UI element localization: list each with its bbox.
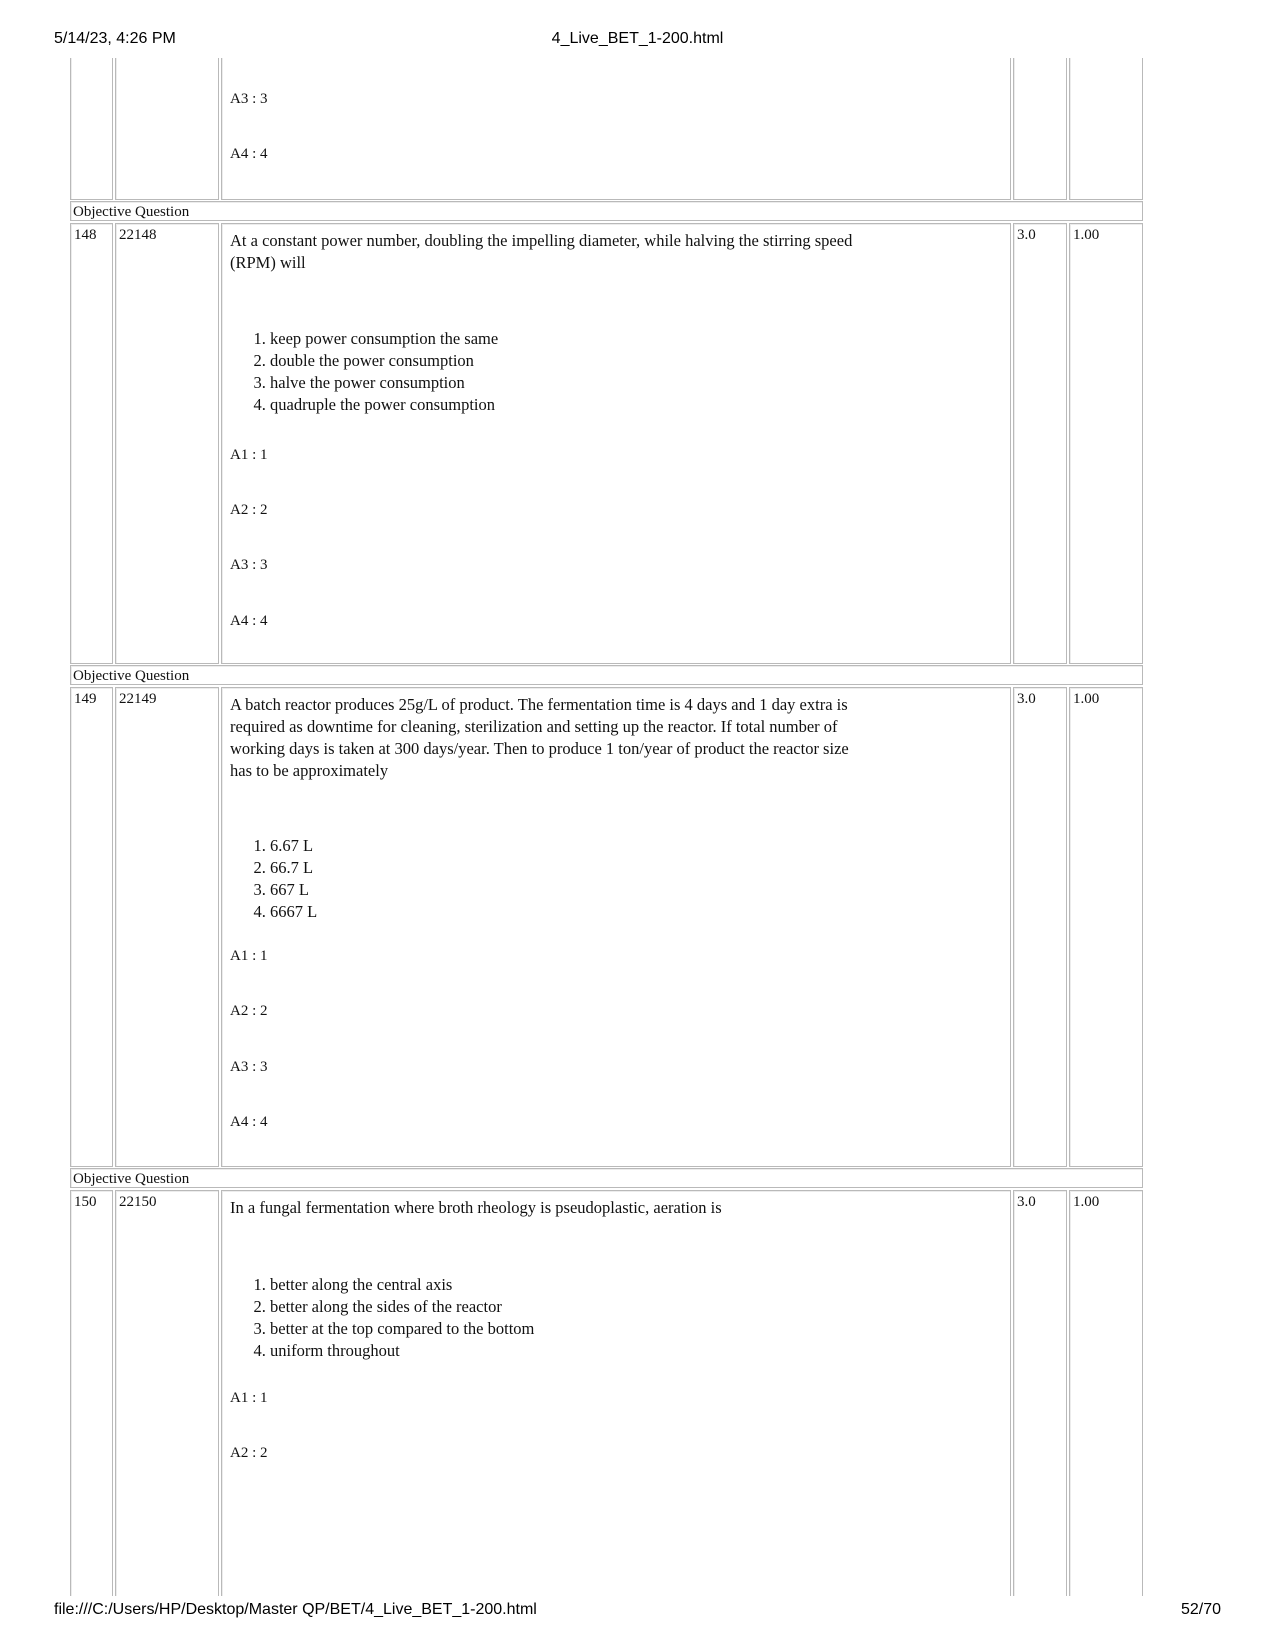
- question-number: 148: [70, 223, 113, 664]
- prev-id-cell: [115, 58, 219, 200]
- marks-value: 3.0: [1013, 1190, 1067, 1596]
- marks-value: 3.0: [1013, 223, 1067, 664]
- prev-marks-cell: [1013, 58, 1067, 200]
- question-number: 149: [70, 687, 113, 1167]
- prev-negative-cell: [1069, 58, 1143, 200]
- question-number: 150: [70, 1190, 113, 1596]
- question-table: [70, 58, 1205, 1596]
- question-text: In a fungal fermentation where broth rheology is pseudoplastic, aeration is: [230, 1198, 722, 1217]
- options-list: [230, 328, 498, 416]
- answer-label: A3 : 3: [230, 91, 268, 107]
- option-item: 3. halve the power consumption: [270, 372, 498, 394]
- page-number: 52/70: [1180, 1601, 1221, 1618]
- print-datetime: 5/14/23, 4:26 PM: [54, 30, 176, 47]
- option-item: 1. keep power consumption the same: [270, 328, 498, 350]
- answer-label: A2 : 2: [230, 1445, 268, 1461]
- option-item: 1. 6.67 L: [270, 835, 317, 857]
- print-header: [0, 30, 1275, 52]
- option-item: 3. better at the top compared to the bottom: [270, 1318, 534, 1340]
- question-body: [221, 223, 1011, 664]
- option-item: 2. 66.7 L: [270, 857, 317, 879]
- question-id: 22149: [115, 687, 219, 1167]
- answer-label: A1 : 1: [230, 1390, 268, 1406]
- option-item: 2. better along the sides of the reactor: [270, 1296, 534, 1318]
- option-item: 4. uniform throughout: [270, 1340, 534, 1362]
- question-type-row: Objective Question: [70, 1168, 1143, 1188]
- prev-num-cell: [70, 58, 113, 200]
- question-body: [221, 687, 1011, 1167]
- print-footer: [0, 1601, 1275, 1623]
- question-id: 22148: [115, 223, 219, 664]
- answer-label: A1 : 1: [230, 948, 268, 964]
- question-text: At a constant power number, doubling the impelling diameter, while halving the stirring speed (RPM) will: [230, 231, 853, 272]
- option-item: 1. better along the central axis: [270, 1274, 534, 1296]
- option-item: 2. double the power consumption: [270, 350, 498, 372]
- print-title: 4_Live_BET_1-200.html: [551, 30, 724, 47]
- marks-value: 3.0: [1013, 687, 1067, 1167]
- answer-label: A2 : 2: [230, 502, 268, 518]
- question-text: A batch reactor produces 25g/L of product. The fermentation time is 4 days and 1 day extra is required as downtime for cleaning, sterilization and setting up the reactor. If total number of working days is taken at 300 days/year. Then to produce 1 ton/year of product the reactor size has to be approximately: [230, 695, 849, 780]
- answer-label: A4 : 4: [230, 146, 268, 162]
- option-item: 3. 667 L: [270, 879, 317, 901]
- question-type-row: Objective Question: [70, 665, 1143, 685]
- question-body: [221, 1190, 1011, 1596]
- negative-marks-value: 1.00: [1069, 223, 1143, 664]
- print-url: file:///C:/Users/HP/Desktop/Master QP/BET/4_Live_BET_1-200.html: [54, 1601, 537, 1618]
- question-id: 22150: [115, 1190, 219, 1596]
- options-list: [230, 835, 317, 923]
- option-item: 4. 6667 L: [270, 901, 317, 923]
- options-list: [230, 1274, 534, 1362]
- answer-label: A2 : 2: [230, 1003, 268, 1019]
- answer-label: A4 : 4: [230, 1114, 268, 1130]
- negative-marks-value: 1.00: [1069, 687, 1143, 1167]
- answer-label: A3 : 3: [230, 557, 268, 573]
- answer-label: A1 : 1: [230, 447, 268, 463]
- answer-label: A3 : 3: [230, 1059, 268, 1075]
- question-type-row: Objective Question: [70, 201, 1143, 221]
- negative-marks-value: 1.00: [1069, 1190, 1143, 1596]
- prev-body-cell: [221, 58, 1011, 200]
- answer-label: A4 : 4: [230, 613, 268, 629]
- option-item: 4. quadruple the power consumption: [270, 394, 498, 416]
